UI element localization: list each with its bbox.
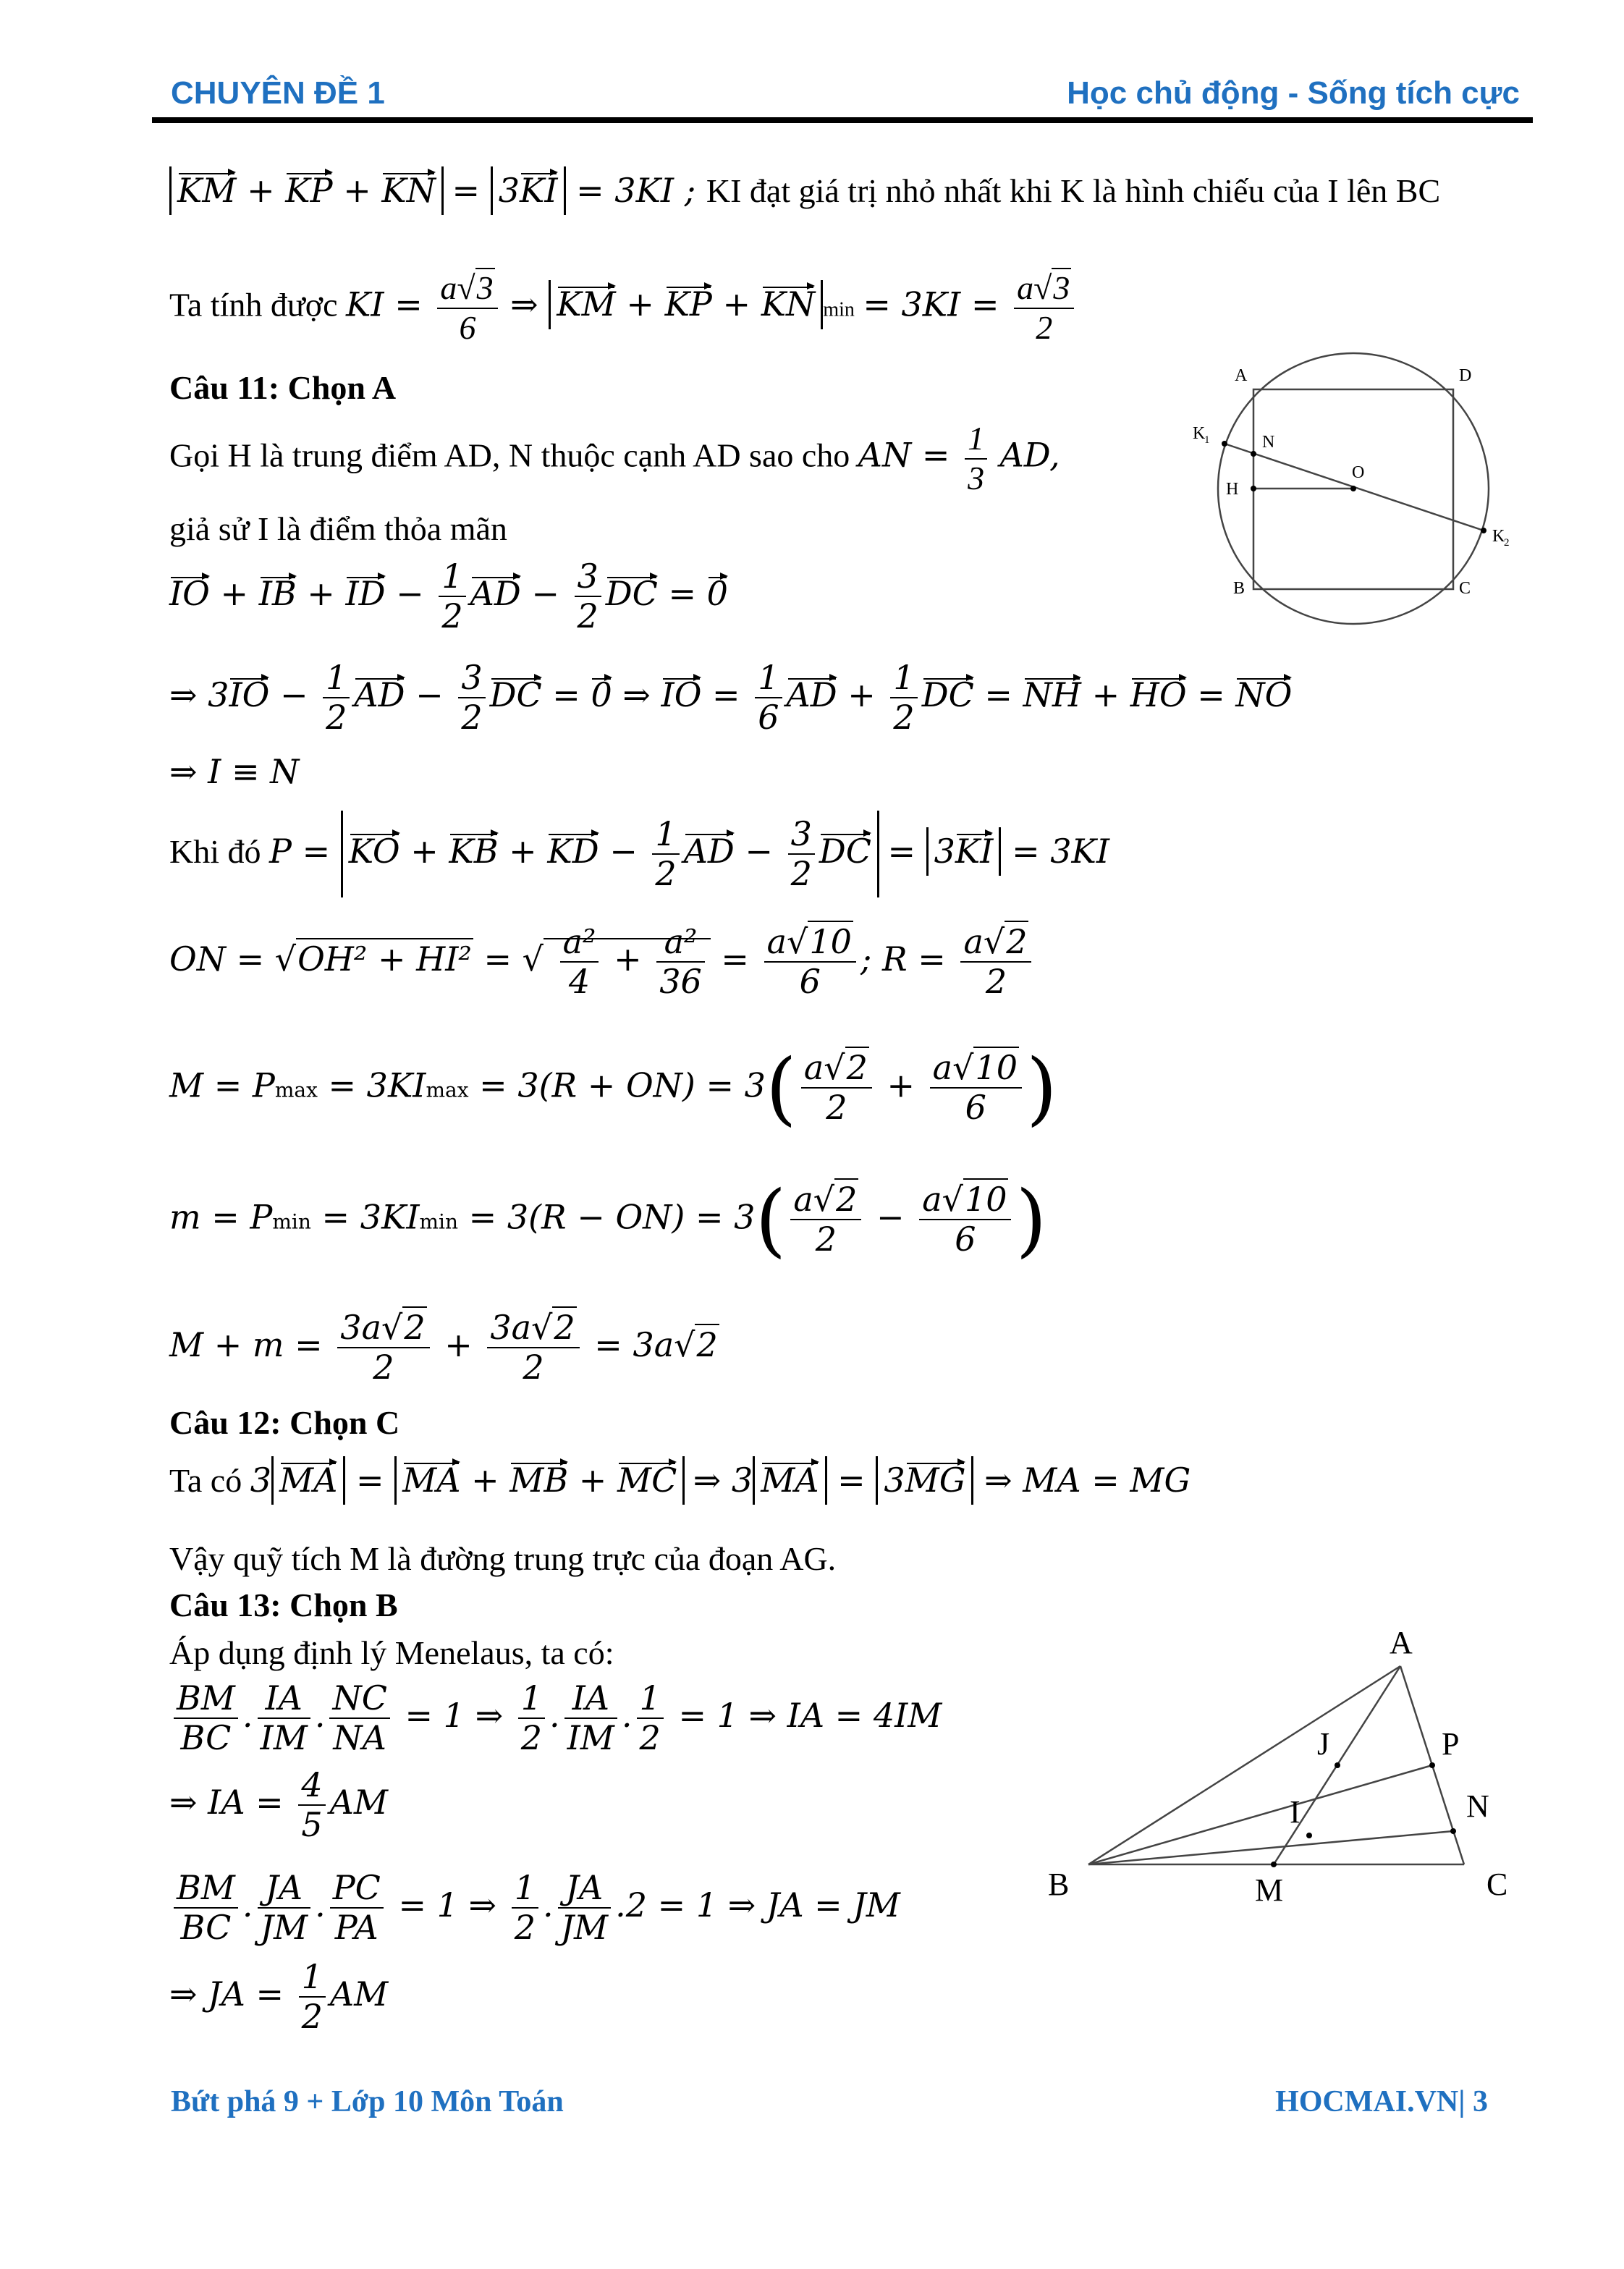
q11-eq-2: ⇒ 3IO − $\frac{1}{2}$ AD − $\frac{3}{2}$ DC = 0 ⇒ IO = $\frac{1}{6}$ AD + $\frac{1}{2}$ DC = NH + HO = NO bbox=[169, 658, 1293, 737]
q13-intro: Áp dụng định lý Menelaus, ta có: bbox=[169, 1634, 614, 1671]
label-j: J bbox=[1317, 1726, 1330, 1762]
point-k2 bbox=[1481, 528, 1486, 533]
q11-eq-4: Khi đó P = KO + KB + KD − $\frac{1}{2}$ AD − $\frac{3}{2}$ DC = 3KI = 3KI bbox=[169, 811, 1109, 897]
header-slogan: Học chủ động - Sống tích cực bbox=[1067, 75, 1520, 111]
label-k1-sub: 1 bbox=[1204, 434, 1210, 446]
line-1-text: KI đạt giá trị nhỏ nhất khi K là hình chiếu của I lên BC bbox=[706, 172, 1441, 209]
label-a: A bbox=[1235, 366, 1248, 385]
question-12-title: Câu 12: Chọn C bbox=[169, 1404, 400, 1441]
q11-text-a: Gọi H là trung điểm AD, N thuộc cạnh AD sao cho bbox=[169, 436, 850, 474]
q11-eq-7: m = Pmin = 3KImin = 3(R − ON) = 3( $\frac{a√2}{2}$ − $\frac{a√10}{6}$ ) bbox=[169, 1173, 1047, 1266]
label-d: D bbox=[1459, 366, 1472, 385]
point-n bbox=[1251, 451, 1256, 457]
point-m bbox=[1271, 1862, 1277, 1867]
side-ba bbox=[1088, 1666, 1400, 1864]
q11-eq-8: M + m = $\frac{3a√2}{2}$ + $\frac{3a√2}{2}$ = 3a√2 bbox=[169, 1308, 718, 1387]
q11-line-2: giả sử I là điểm thỏa mãn bbox=[169, 510, 507, 547]
label-c: C bbox=[1486, 1867, 1508, 1902]
label-m: M bbox=[1255, 1872, 1284, 1908]
label-i: I bbox=[1290, 1794, 1301, 1830]
khi-do-text: Khi đó bbox=[169, 832, 261, 870]
point-i bbox=[1306, 1833, 1312, 1838]
point-k1 bbox=[1222, 441, 1227, 447]
label-n: N bbox=[1262, 433, 1275, 452]
label-a: A bbox=[1390, 1625, 1413, 1660]
q13-eq-4: ⇒ JA = $\frac{1}{2}$ AM bbox=[169, 1957, 389, 2036]
solution-line-2: Ta tính được KI = $\frac{a√3}{6}$ ⇒ KM + KP + KN min = 3KI = $\frac{a√3}{2}$ bbox=[169, 269, 1078, 347]
label-k2: K bbox=[1492, 527, 1505, 546]
footer-page: HOCMAI.VN| 3 bbox=[1275, 2085, 1488, 2118]
question-11-title: Câu 11: Chọn A bbox=[169, 369, 397, 406]
q13-eq-1: $\frac{BM}{BC}$ . $\frac{IA}{IM}$ . $\frac{NC}{NA}$ = 1 ⇒ $\frac{1}{2}$ . $\frac{IA}{IM}$ . $\frac{1}{2}$ = 1 ⇒ IA = 4IM bbox=[169, 1679, 942, 1757]
q11-eq-5: ON = √OH² + HI² = √ $\frac{\text{a²}}{4}$ + $\frac{\text{a²}}{36}$ = $\frac{a√10}{6}$ ; R = $\frac{a√2}{2}$ bbox=[169, 923, 1036, 1001]
header-chapter: CHUYÊN ĐỀ 1 bbox=[171, 75, 385, 111]
point-o bbox=[1350, 486, 1356, 491]
point-p bbox=[1429, 1762, 1435, 1768]
q11-eq-3: ⇒ I ≡ N bbox=[169, 752, 300, 791]
q11-eq-1: IO + IB + ID − $\frac{1}{2}$ AD − $\frac{3}{2}$ DC = 0 bbox=[169, 557, 728, 635]
footer-course: Bứt phá 9 + Lớp 10 Môn Toán bbox=[171, 2085, 564, 2118]
label-h: H bbox=[1226, 480, 1239, 499]
point-j bbox=[1335, 1762, 1340, 1768]
header-rule bbox=[152, 117, 1533, 123]
figure-square-circle bbox=[1187, 355, 1520, 644]
q11-line-1: Gọi H là trung điểm AD, N thuộc cạnh AD sao cho AN = $\frac{1}{3}$ AD, bbox=[169, 420, 1060, 497]
label-k1: K bbox=[1193, 424, 1206, 443]
question-13-title: Câu 13: Chọn B bbox=[169, 1586, 398, 1623]
figure-triangle bbox=[1028, 1621, 1549, 1911]
label-p: P bbox=[1442, 1726, 1460, 1762]
label-o: O bbox=[1352, 463, 1365, 482]
q12-conclusion: Vậy quỹ tích M là đường trung trực của đoạn AG. bbox=[169, 1540, 837, 1577]
q13-eq-3: $\frac{BM}{BC}$ . $\frac{JA}{JM}$ . $\frac{PC}{PA}$ = 1 ⇒ $\frac{1}{2}$ . $\frac{JA}{JM}$ .2 = 1 ⇒ JA = JM bbox=[169, 1869, 900, 1947]
solution-line-1: KM + KP + KN = 3KI = 3KI ; KI đạt giá trị nhỏ nhất khi K là hình chiếu của I lên BC bbox=[169, 166, 1440, 215]
label-b: B bbox=[1233, 579, 1246, 598]
label-c: C bbox=[1459, 579, 1471, 598]
line-2-text: Ta tính được bbox=[169, 286, 338, 324]
point-h bbox=[1251, 486, 1256, 491]
label-k2-sub: 2 bbox=[1504, 537, 1510, 549]
label-b: B bbox=[1048, 1867, 1070, 1902]
ta-co-text: Ta có bbox=[169, 1462, 242, 1499]
label-n: N bbox=[1466, 1788, 1489, 1824]
point-n bbox=[1450, 1828, 1456, 1834]
q13-eq-2: ⇒ IA = $\frac{4}{5}$ AM bbox=[169, 1765, 388, 1844]
q12-eq: Ta có 3 MA = MA + MB + MC ⇒ 3 MA = 3MG ⇒ MA = MG bbox=[169, 1456, 1190, 1505]
q11-eq-6: M = Pmax = 3KImax = 3(R + ON) = 3( $\frac{a√2}{2}$ + $\frac{a√10}{6}$ ) bbox=[169, 1041, 1057, 1134]
